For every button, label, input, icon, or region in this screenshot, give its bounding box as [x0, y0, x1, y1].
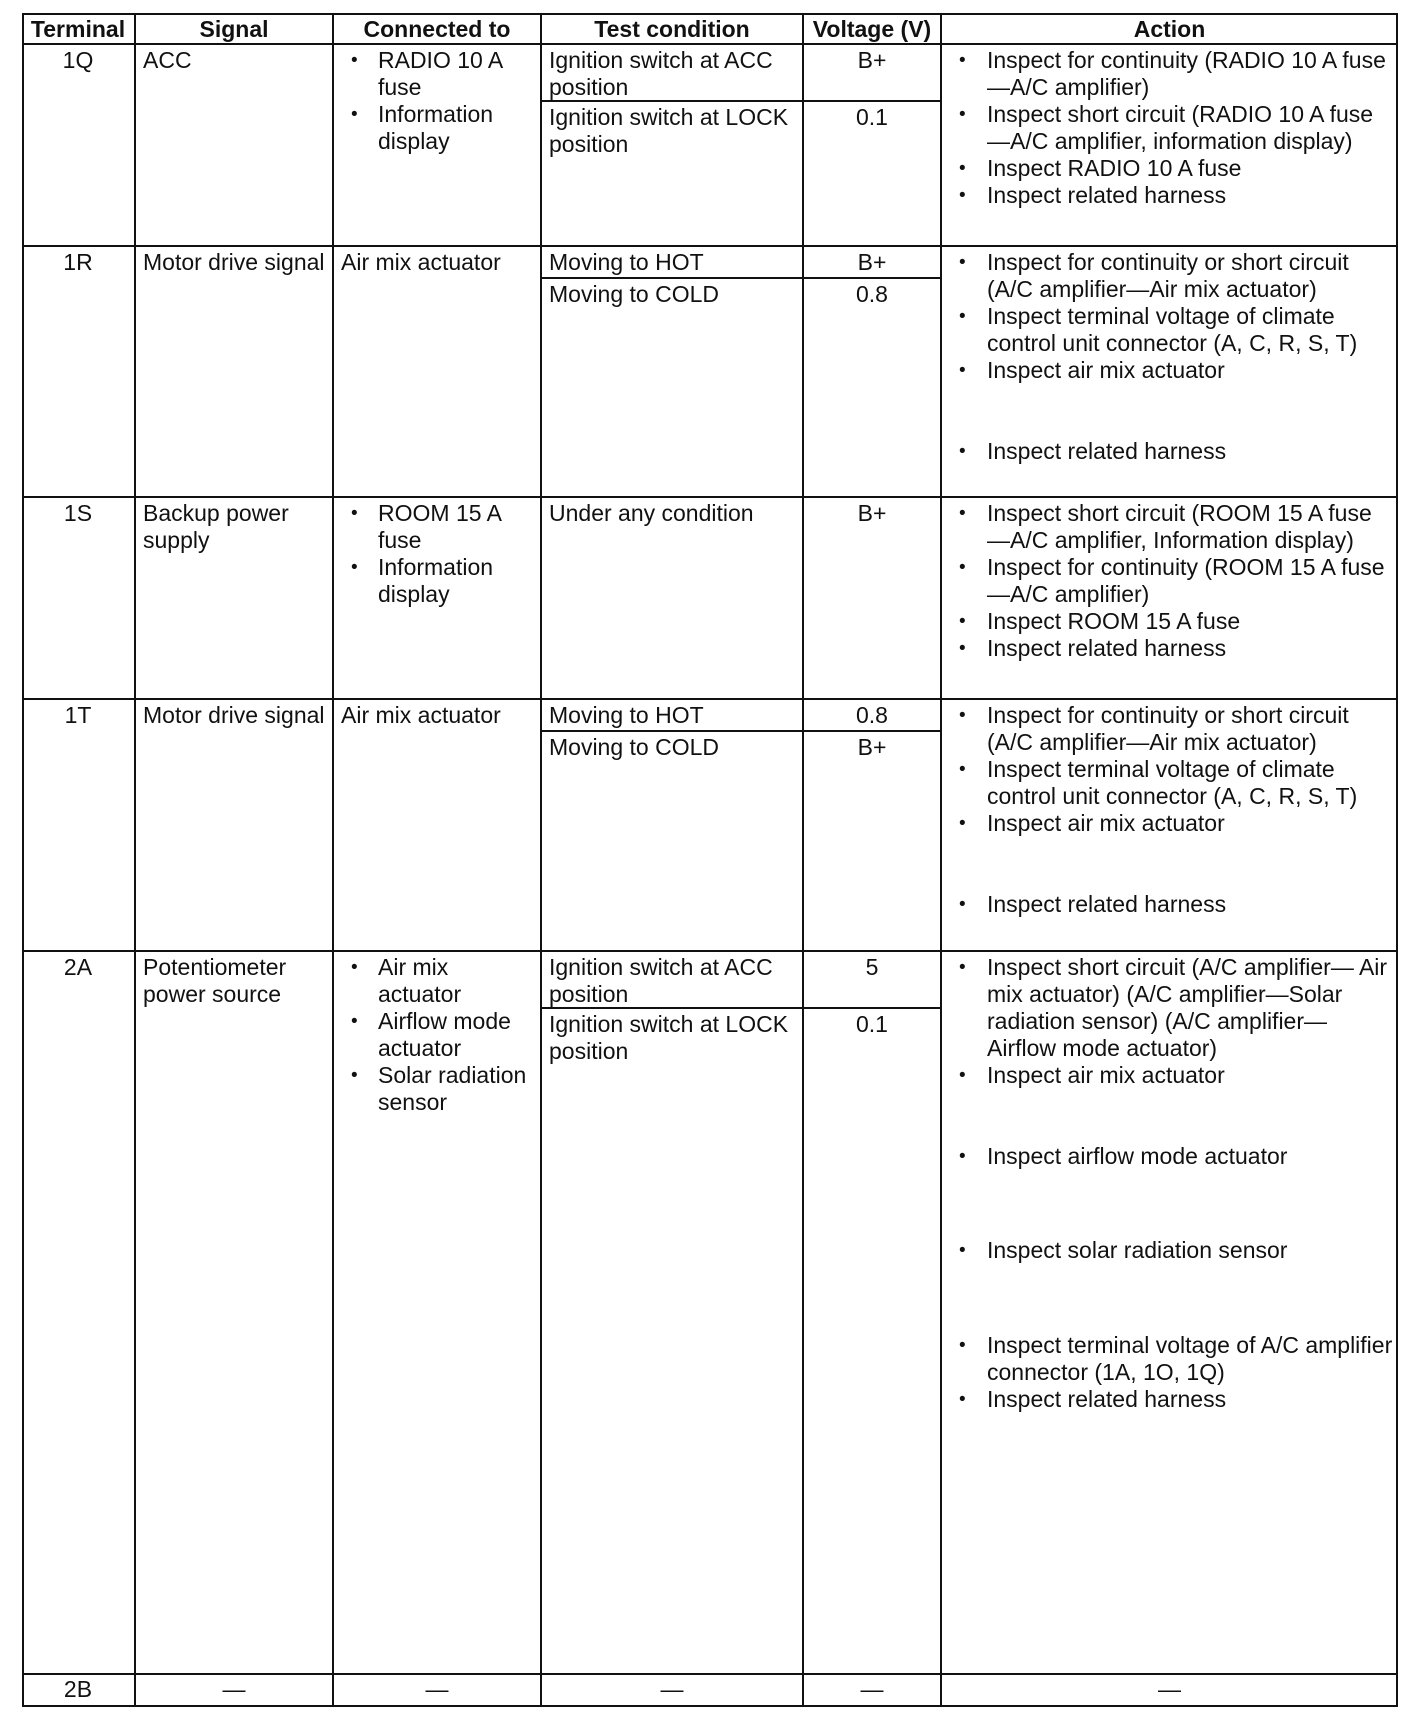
terminal-2b: 2B: [63, 1676, 93, 1702]
condition-1r-hot: Moving to HOT: [549, 249, 704, 275]
condition-1q-lock: Ignition switch at LOCK position: [549, 104, 789, 157]
action-item: • Inspect solar radiation sensor: [949, 1237, 1394, 1264]
condition-1s: Under any condition: [549, 500, 754, 526]
column-divider: [134, 13, 136, 1707]
connected-1t: Air mix actuator: [341, 702, 501, 728]
subrow-divider: [540, 277, 942, 279]
column-divider: [540, 13, 542, 1707]
connected-item: • RADIO 10 A fuse: [341, 47, 533, 101]
action-item: • Inspect RADIO 10 A fuse: [949, 155, 1394, 182]
signal-1t: Motor drive signal: [143, 702, 325, 728]
subrow-divider: [540, 730, 942, 732]
column-divider: [332, 13, 334, 1707]
action-item: • Inspect air mix actuator: [949, 1062, 1394, 1089]
action-item: • Inspect related harness: [949, 635, 1394, 662]
action-item: • Inspect related harness: [949, 438, 1394, 465]
row-divider: [22, 496, 1398, 498]
voltage-2a-acc: 5: [865, 954, 879, 980]
connected-item: • ROOM 15 A fuse: [341, 500, 533, 554]
condition-1r-cold: Moving to COLD: [549, 281, 720, 307]
voltage-1r-cold: 0.8: [856, 281, 888, 307]
column-divider: [940, 13, 942, 1707]
action-item: • Inspect related harness: [949, 1386, 1394, 1413]
header-terminal: Terminal: [30, 16, 126, 42]
actions-1s: [941, 497, 1398, 662]
subrow-divider: [540, 1007, 942, 1009]
condition-1q-acc: Ignition switch at ACC position: [549, 47, 773, 100]
action-item: • Inspect related harness: [949, 891, 1394, 918]
action-item: • Inspect terminal voltage of climate control unit connector (A, C, R, S, T): [949, 756, 1394, 810]
signal-1r: Motor drive signal: [143, 249, 325, 275]
action-item: • Inspect for continuity (ROOM 15 A fuse—A/C amplifier): [949, 554, 1394, 608]
table-border: [22, 13, 24, 1707]
action-2b: —: [1158, 1676, 1181, 1702]
action-item: • Inspect airflow mode actuator: [949, 1143, 1394, 1170]
row-divider: [22, 1673, 1398, 1675]
connected-item: • Solar radiation sensor: [341, 1062, 533, 1116]
terminal-2a: 2A: [63, 954, 93, 980]
signal-2b: —: [222, 1676, 246, 1702]
connected-item: • Information display: [341, 554, 533, 608]
row-divider: [22, 950, 1398, 952]
signal-2a: Potentiometer power source: [143, 954, 287, 1007]
connected-item: • Information display: [341, 101, 533, 155]
table-border: [22, 1705, 1398, 1707]
voltage-1q-lock: 0.1: [856, 104, 888, 130]
terminal-table: [22, 13, 1398, 1707]
action-item: • Inspect for continuity or short circuit (A/C amplifier—Air mix actuator): [949, 702, 1394, 756]
terminal-1q: 1Q: [62, 47, 94, 73]
voltage-2b: —: [860, 1676, 884, 1702]
terminal-1r: 1R: [63, 249, 93, 275]
action-item: • Inspect ROOM 15 A fuse: [949, 608, 1394, 635]
voltage-2a-lock: 0.1: [856, 1011, 888, 1037]
action-item: • Inspect air mix actuator: [949, 357, 1394, 384]
signal-1s: Backup power supply: [143, 500, 289, 553]
voltage-1t-hot: 0.8: [856, 702, 888, 728]
subrow-divider: [540, 100, 942, 102]
terminal-1t: 1T: [64, 702, 92, 728]
header-connected-to: Connected to: [363, 16, 511, 42]
connected-item: • Air mix actuator: [341, 954, 533, 1008]
table-border: [1396, 13, 1398, 1707]
action-item: • Inspect short circuit (ROOM 15 A fuse—A/C amplifier, Information display): [949, 500, 1394, 554]
actions-1t: [941, 699, 1398, 918]
table-border: [22, 13, 1398, 15]
header-signal: Signal: [199, 16, 269, 42]
condition-2b: —: [660, 1676, 684, 1702]
connected-1q: [333, 44, 541, 155]
header-voltage: Voltage (V): [812, 16, 932, 42]
condition-2a-lock: Ignition switch at LOCK position: [549, 1011, 789, 1064]
condition-2a-acc: Ignition switch at ACC position: [549, 954, 773, 1007]
header-action: Action: [1133, 16, 1206, 42]
action-item: • Inspect short circuit (A/C amplifier— Air mix actuator) (A/C amplifier—Solar radiation sensor) (A/C amplifier— Airflow mode actuator): [949, 954, 1394, 1062]
voltage-1q-acc: B+: [857, 47, 887, 73]
condition-1t-hot: Moving to HOT: [549, 702, 704, 728]
action-item: • Inspect for continuity or short circuit (A/C amplifier—Air mix actuator): [949, 249, 1394, 303]
voltage-1t-cold: B+: [857, 734, 887, 760]
connected-1s: [333, 497, 541, 608]
signal-1q: ACC: [143, 47, 192, 73]
column-divider: [802, 13, 804, 1707]
terminal-1s: 1S: [63, 500, 93, 526]
action-item: • Inspect terminal voltage of climate control unit connector (A, C, R, S, T): [949, 303, 1394, 357]
connected-2a: [333, 951, 541, 1116]
row-divider: [22, 245, 1398, 247]
connected-2b: —: [425, 1676, 449, 1702]
condition-1t-cold: Moving to COLD: [549, 734, 720, 760]
row-divider: [22, 698, 1398, 700]
row-divider: [22, 43, 1398, 45]
connected-item: • Airflow mode actuator: [341, 1008, 533, 1062]
actions-1q: [941, 44, 1398, 209]
connected-1r: Air mix actuator: [341, 249, 501, 275]
action-item: • Inspect related harness: [949, 182, 1394, 209]
action-item: • Inspect for continuity (RADIO 10 A fuse—A/C amplifier): [949, 47, 1394, 101]
voltage-1r-hot: B+: [857, 249, 887, 275]
voltage-1s: B+: [857, 500, 887, 526]
action-item: • Inspect air mix actuator: [949, 810, 1394, 837]
actions-1r: [941, 246, 1398, 465]
actions-2a: [941, 951, 1398, 1413]
action-item: • Inspect short circuit (RADIO 10 A fuse—A/C amplifier, information display): [949, 101, 1394, 155]
action-item: • Inspect terminal voltage of A/C amplifier connector (1A, 1O, 1Q): [949, 1332, 1394, 1386]
header-test-condition: Test condition: [594, 16, 750, 42]
